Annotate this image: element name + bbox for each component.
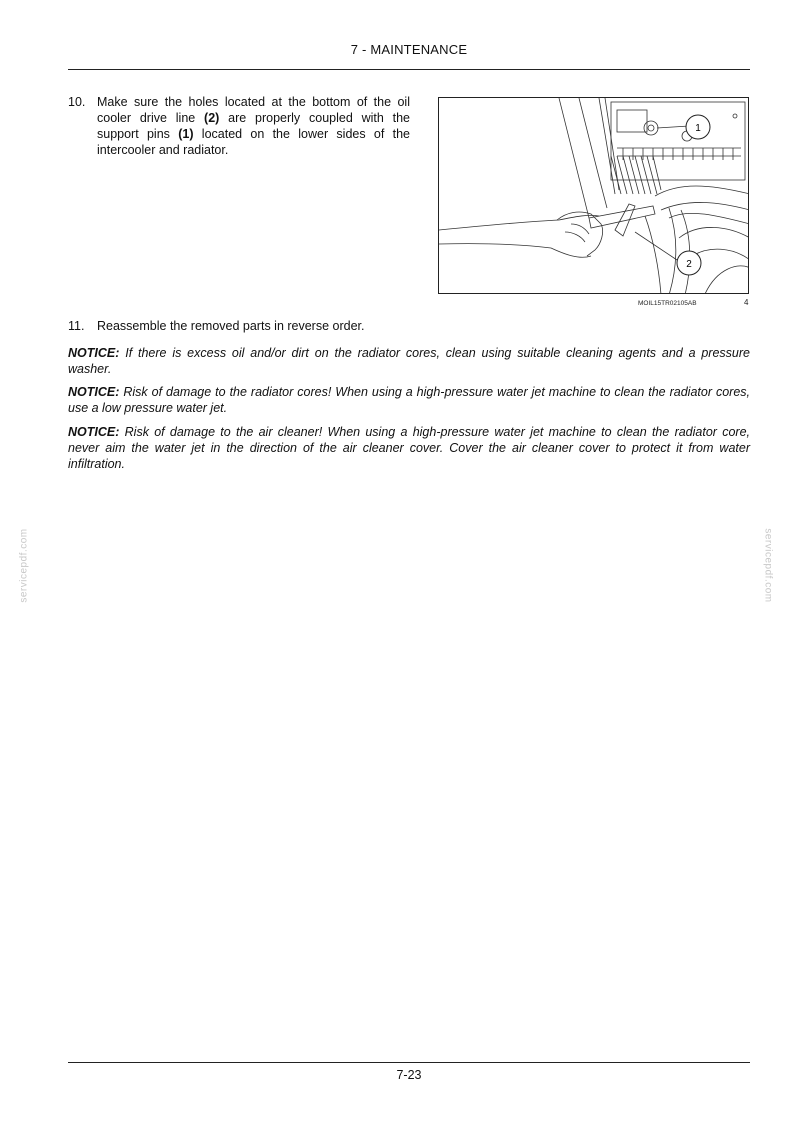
notice-label: NOTICE: bbox=[68, 385, 120, 399]
header-rule bbox=[68, 69, 750, 70]
watermark-left: servicepdf.com bbox=[18, 528, 30, 603]
callout-1-label: 1 bbox=[695, 123, 701, 134]
notice-text: If there is excess oil and/or dirt on the radiator cores, clean using suitable cleaning agents and a pressure washer. bbox=[68, 346, 750, 376]
step-number: 11. bbox=[68, 319, 85, 333]
notice-label: NOTICE: bbox=[68, 425, 120, 439]
notice-2 bbox=[68, 384, 750, 416]
step-text bbox=[97, 94, 410, 158]
figure-illustration bbox=[438, 97, 749, 294]
watermark-right: servicepdf.com bbox=[762, 528, 774, 603]
notice-3 bbox=[68, 424, 750, 472]
callout-2-label: 2 bbox=[686, 259, 692, 270]
step-text-part: located on the lower sides of the intercooler and radiator. bbox=[97, 127, 410, 157]
figure-caption: MOIL15TR02105AB bbox=[638, 300, 697, 307]
notice-1 bbox=[68, 345, 750, 377]
callout-ref-1: (1) bbox=[178, 127, 194, 141]
step-text-part: are properly coupled with the support pins bbox=[97, 111, 411, 141]
page-header-title: 7 - MAINTENANCE bbox=[350, 42, 468, 57]
radiator-illustration bbox=[439, 98, 749, 294]
page-number: 7-23 bbox=[396, 1068, 422, 1082]
figure-number: 4 bbox=[744, 298, 749, 307]
footer-rule bbox=[68, 1062, 750, 1063]
notice-label: NOTICE: bbox=[68, 346, 120, 360]
step-number: 10. bbox=[68, 95, 86, 109]
step-text: Reassemble the removed parts in reverse order. bbox=[97, 319, 365, 333]
notice-text: Risk of damage to the air cleaner! When using a high-pressure water jet machine to clean the radiator core, never aim the water jet in the direction of the air cleaner cover. Cover the air cleaner cover to protect it from water infiltration. bbox=[68, 425, 750, 471]
notice-text: Risk of damage to the radiator cores! When using a high-pressure water jet machine to clean the radiator cores, use a low pressure water jet. bbox=[68, 385, 750, 415]
callout-ref-2: (2) bbox=[204, 111, 220, 125]
step-text-part: Make sure the holes located at the bottom of the oil cooler drive line bbox=[97, 95, 410, 125]
